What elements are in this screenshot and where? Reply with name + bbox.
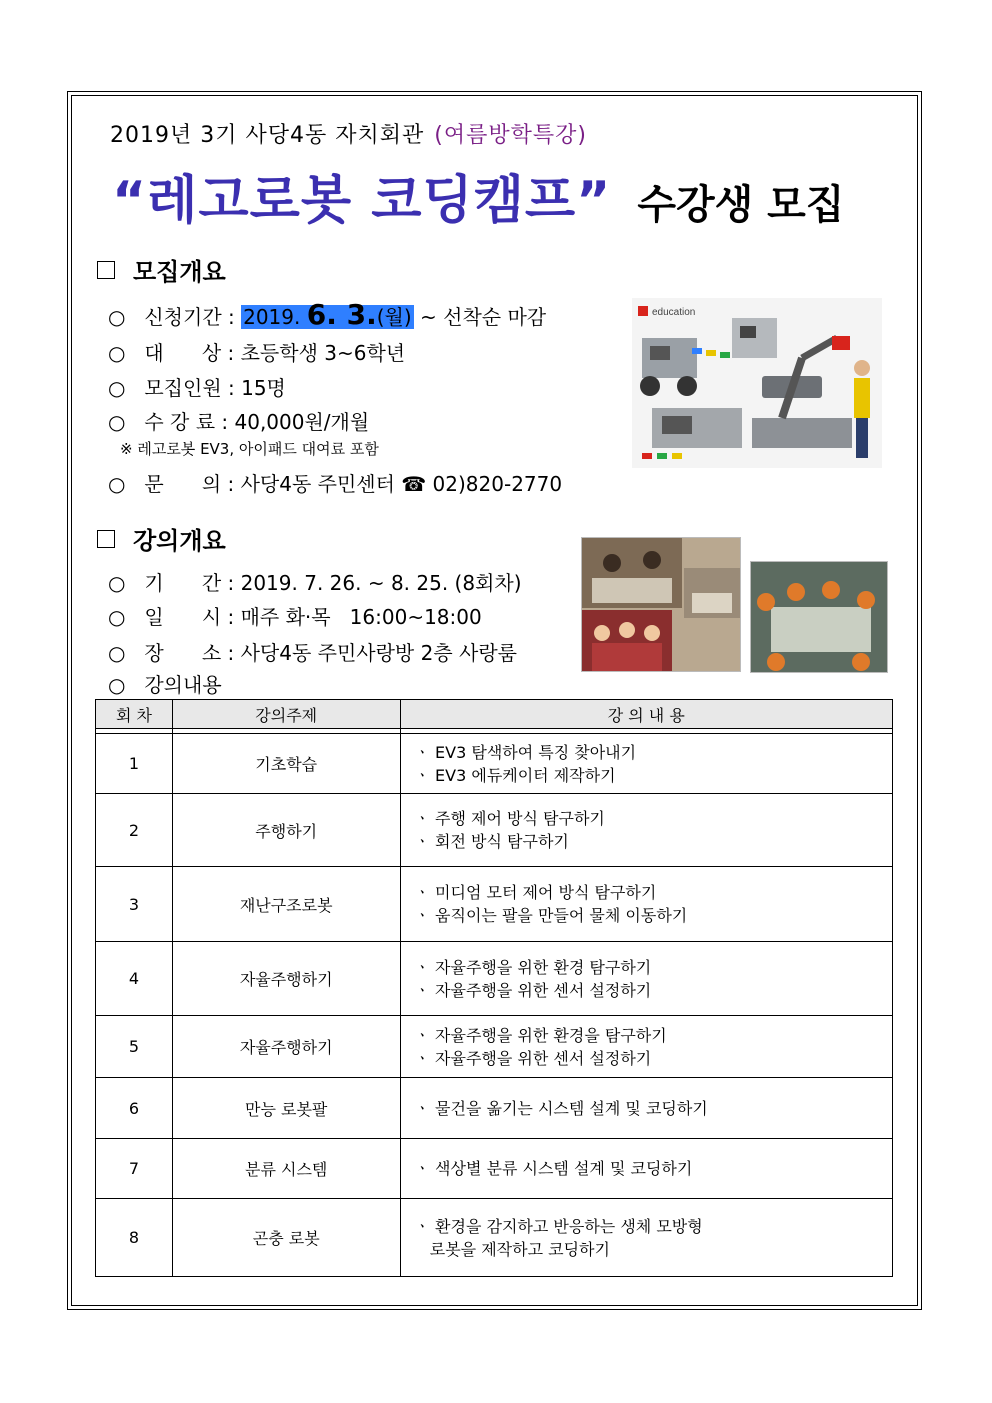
row-topic: 기초학습 (172, 734, 400, 794)
row-no: 1 (96, 734, 173, 794)
label: 대 상 : (144, 341, 235, 365)
section-recruitment-title: 모집개요 (133, 258, 226, 286)
circle-bullet-icon: ○ (108, 305, 126, 329)
content-item: ㆍ 움직이는 팔을 만들어 물체 이동하기 (414, 906, 688, 925)
content-item: ㆍ 주행 제어 방식 탐구하기 (414, 809, 605, 828)
label: 신청기간 : (144, 305, 235, 329)
info-lecture-place (108, 637, 517, 666)
circle-bullet-icon: ○ (108, 673, 126, 697)
circle-bullet-icon: ○ (108, 341, 126, 365)
label: 모집인원 : (144, 376, 235, 400)
circle-bullet-icon: ○ (108, 376, 126, 400)
label: 일 시 : (144, 605, 235, 629)
label: 강의내용 (144, 673, 222, 697)
content-item: ㆍ EV3 에듀케이터 제작하기 (414, 765, 616, 785)
content-item: ㆍ 자율주행을 위한 환경 탐구하기 (414, 957, 652, 977)
date-weekday: (월) (376, 305, 412, 329)
checkbox-square-icon (97, 261, 115, 279)
row-no: 3 (96, 867, 173, 942)
photo-students (751, 562, 888, 673)
period-rest: ~ 선착순 마감 (420, 305, 547, 329)
label: 장 소 : (144, 641, 235, 665)
table-row (96, 867, 893, 942)
header-content: 강 의 내 용 (400, 700, 893, 729)
row-content (400, 942, 893, 1016)
content-item: ㆍ 물건을 옮기는 시스템 설계 및 코딩하기 (414, 1098, 708, 1118)
table-header-row (96, 700, 893, 729)
info-lecture-content (108, 669, 222, 698)
value: 2019. 7. 26. ~ 8. 25. (8회차) (240, 571, 522, 595)
content-item: ㆍ 색상별 분류 시스템 설계 및 코딩하기 (414, 1159, 693, 1178)
classroom-photo (750, 561, 888, 673)
table-row (96, 1199, 893, 1277)
info-lecture-time (108, 601, 482, 630)
highlighted-date (241, 298, 414, 331)
table-row (96, 942, 893, 1016)
section-lecture-title: 강의개요 (133, 527, 226, 555)
lego-robot-image (632, 298, 882, 468)
classroom-photo-collage (581, 537, 741, 672)
row-topic: 자율주행하기 (172, 1016, 400, 1078)
table-row (96, 1078, 893, 1139)
row-topic: 분류 시스템 (172, 1139, 400, 1199)
info-application-period (108, 298, 546, 331)
info-lecture-period (108, 567, 522, 596)
row-no: 4 (96, 942, 173, 1016)
content-item: ㆍ 자율주행을 위한 센서 설정하기 (414, 980, 652, 1000)
row-no: 5 (96, 1016, 173, 1078)
row-content (400, 1016, 893, 1078)
content-item: ㆍ 미디엄 모터 제어 방식 탐구하기 (414, 883, 657, 902)
date-month-day: 6. 3. (306, 298, 377, 331)
table-row (96, 734, 893, 794)
row-content (400, 794, 893, 867)
table-row (96, 794, 893, 867)
row-no: 8 (96, 1199, 173, 1277)
info-fee (108, 406, 369, 435)
value: 15명 (241, 376, 286, 400)
title-main: “레고로봇 코딩캠프” (112, 171, 612, 231)
table-row (96, 1016, 893, 1078)
row-topic: 만능 로봇팔 (172, 1078, 400, 1139)
row-content (400, 1199, 893, 1277)
content-item: ㆍ 환경을 감지하고 반응하는 생체 모방형 (414, 1216, 703, 1236)
circle-bullet-icon: ○ (108, 472, 126, 496)
title-rest: 수강생 모집 (637, 182, 845, 228)
lesson-table (95, 699, 893, 1277)
section-recruitment-heading (97, 252, 226, 287)
row-no: 7 (96, 1139, 173, 1199)
value: 40,000원/개월 (234, 410, 370, 434)
subtitle-accent: (여름방학특강) (434, 123, 587, 148)
row-no: 6 (96, 1078, 173, 1139)
row-no: 2 (96, 794, 173, 867)
fee-note: ※ 레고로봇 EV3, 아이패드 대여료 포함 (120, 440, 379, 458)
section-lecture-heading (97, 521, 226, 556)
photo-collage (582, 538, 741, 672)
circle-bullet-icon: ○ (108, 571, 126, 595)
content-item: 로봇을 제작하고 코딩하기 (414, 1239, 610, 1259)
subtitle-text: 2019년 3기 사당4동 자치회관 (110, 123, 425, 148)
content-item: ㆍ 자율주행을 위한 센서 설정하기 (414, 1048, 652, 1068)
content-item: ㆍ 자율주행을 위한 환경을 탐구하기 (414, 1025, 667, 1045)
page-title (112, 158, 844, 233)
info-target (108, 337, 405, 366)
row-topic: 곤충 로봇 (172, 1199, 400, 1277)
label: 기 간 : (144, 571, 235, 595)
label: 수 강 료 : (144, 410, 229, 434)
circle-bullet-icon: ○ (108, 410, 126, 434)
row-topic: 주행하기 (172, 794, 400, 867)
checkbox-square-icon (97, 530, 115, 548)
row-content (400, 867, 893, 942)
value: 사당4동 주민사랑방 2층 사랑룸 (240, 641, 517, 665)
label: 문 의 : (144, 472, 235, 496)
row-content (400, 1078, 893, 1139)
subtitle (110, 118, 587, 149)
table-row (96, 1139, 893, 1199)
info-contact (108, 468, 562, 497)
value: 매주 화·목 16:00~18:00 (240, 605, 482, 629)
info-count (108, 372, 286, 401)
robot-illustration (632, 298, 882, 468)
header-topic: 강의주제 (172, 700, 400, 729)
circle-bullet-icon: ○ (108, 605, 126, 629)
circle-bullet-icon: ○ (108, 641, 126, 665)
header-no: 회 차 (96, 700, 173, 729)
row-content (400, 1139, 893, 1199)
row-topic: 자율주행하기 (172, 942, 400, 1016)
value: 사당4동 주민센터 ☎ 02)820-2770 (240, 472, 563, 496)
content-item: ㆍ 회전 방식 탐구하기 (414, 832, 569, 851)
value: 초등학생 3~6학년 (240, 341, 406, 365)
brand-label: education (652, 307, 696, 318)
content-item: ㆍ EV3 탐색하여 특징 찾아내기 (414, 742, 637, 762)
row-topic: 재난구조로봇 (172, 867, 400, 942)
row-content (400, 734, 893, 794)
date-year: 2019. (243, 305, 301, 329)
